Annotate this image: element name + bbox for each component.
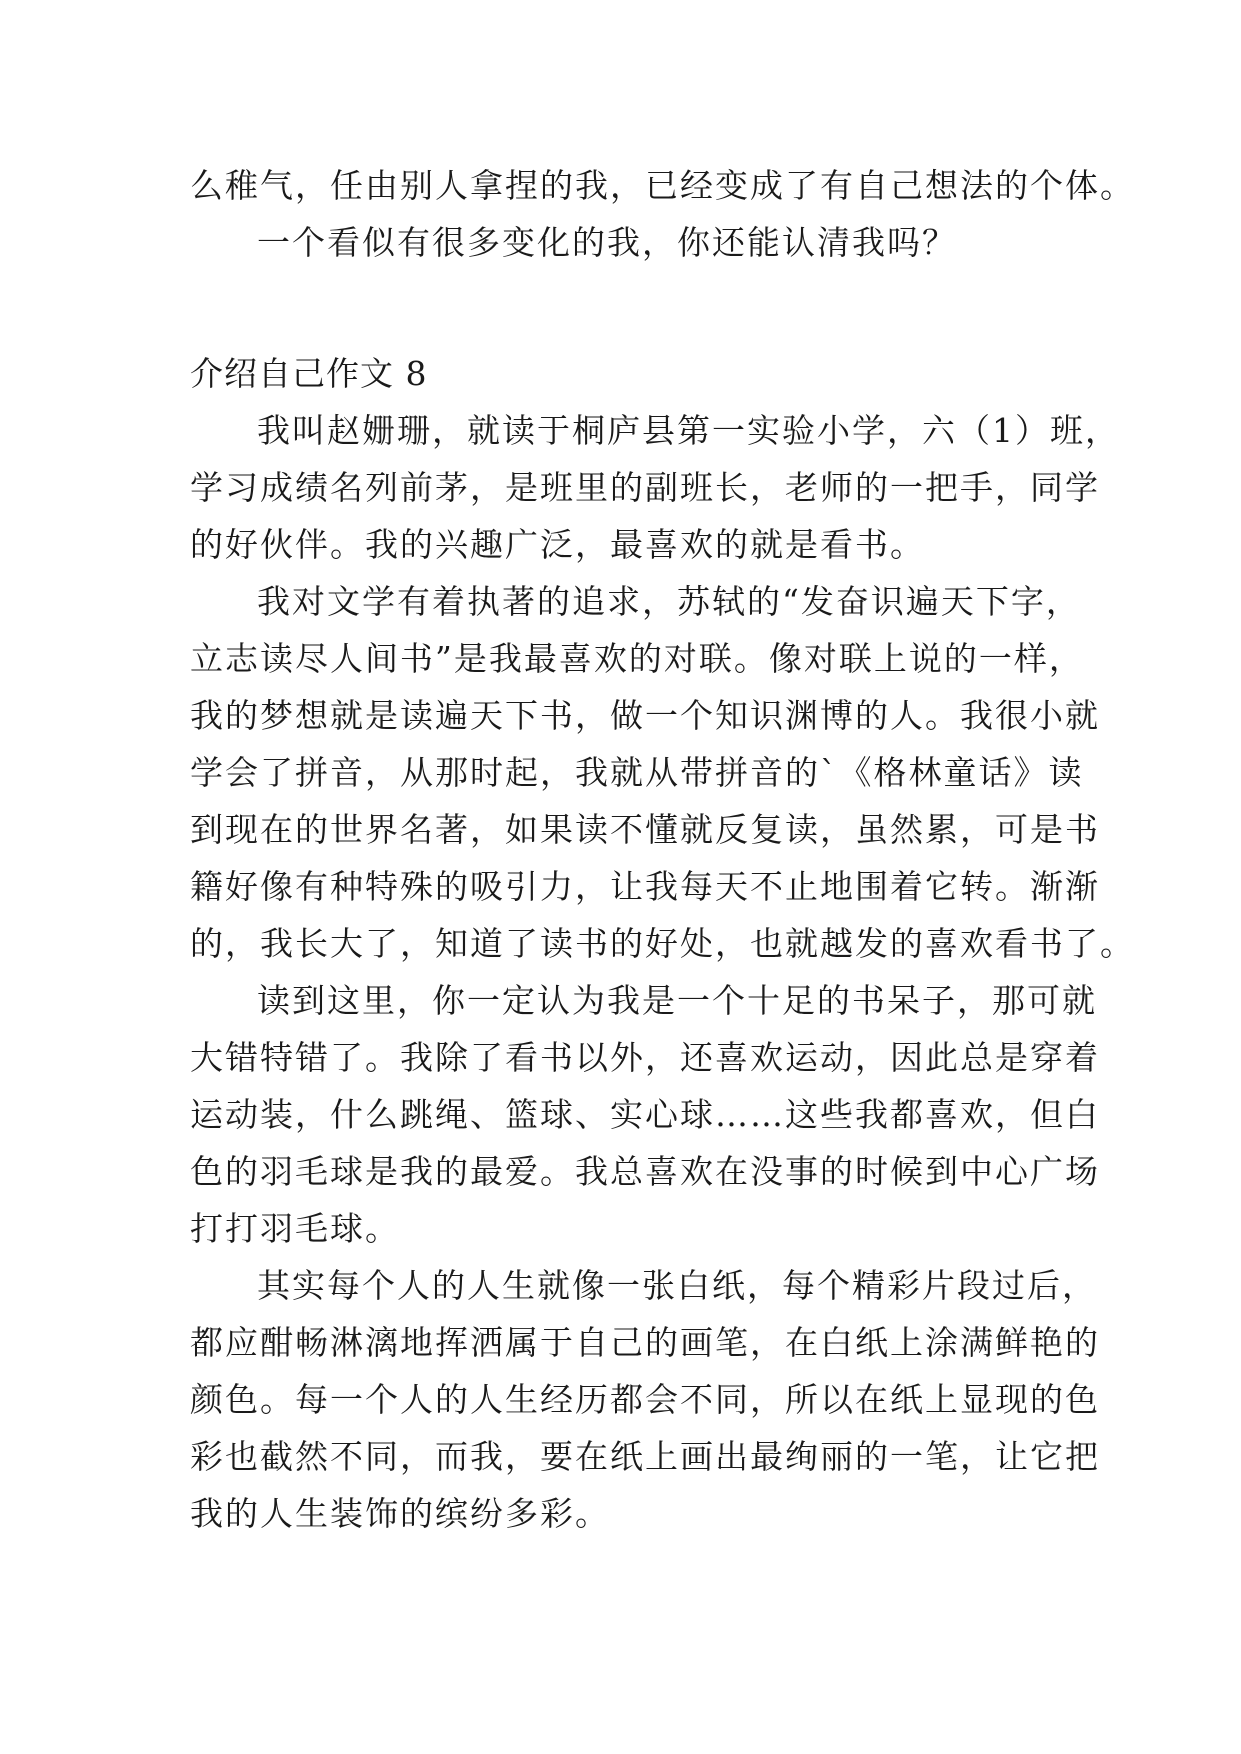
paragraph — [190, 573, 1135, 972]
text-line: 我叫赵姗珊，就读于桐庐县第一实验小学，六（1）班， — [257, 411, 1120, 450]
section-title: 介绍自己作文 8 — [190, 354, 428, 393]
text-line: 么稚气，任由别人拿捏的我，已经变成了有自己想法的个体。 — [190, 166, 1135, 205]
section-gap — [190, 271, 1065, 345]
text-line: 我的梦想就是读遍天下书，做一个知识渊博的人。我很小就 — [190, 696, 1100, 735]
document-page — [190, 157, 1135, 1542]
text-line: 打打羽毛球。 — [190, 1209, 400, 1248]
text-line: 都应酣畅淋漓地挥洒属于自己的画笔，在白纸上涂满鲜艳的 — [190, 1323, 1100, 1362]
text-line: 彩也截然不同，而我，要在纸上画出最绚丽的一笔，让它把 — [190, 1437, 1100, 1476]
text-line: 我的人生装饰的缤纷多彩。 — [190, 1494, 610, 1533]
text-line: 色的羽毛球是我的最爱。我总喜欢在没事的时候到中心广场 — [190, 1152, 1100, 1191]
paragraph — [190, 1257, 1100, 1542]
text-line: 一个看似有很多变化的我，你还能认清我吗？ — [257, 223, 957, 262]
text-line: 读到这里，你一定认为我是一个十足的书呆子，那可就 — [257, 981, 1097, 1020]
text-line: 大错特错了。我除了看书以外，还喜欢运动，因此总是穿着 — [190, 1038, 1100, 1077]
text-line: 运动装，什么跳绳、篮球、实心球……这些我都喜欢，但白 — [190, 1095, 1100, 1134]
text-line: 的好伙伴。我的兴趣广泛，最喜欢的就是看书。 — [190, 525, 925, 564]
text-line: 其实每个人的人生就像一张白纸，每个精彩片段过后， — [257, 1266, 1097, 1305]
text-line: 到现在的世界名著，如果读不懂就反复读，虽然累，可是书 — [190, 810, 1100, 849]
paragraph — [190, 402, 1120, 573]
text-line: 我对文学有着执著的追求，苏轼的“发奋识遍天下字， — [257, 582, 1081, 621]
text-line: 学会了拼音，从那时起，我就从带拼音的`《格林童话》读 — [190, 753, 1084, 792]
text-line: 学习成绩名列前茅，是班里的副班长，老师的一把手，同学 — [190, 468, 1100, 507]
text-line: 籍好像有种特殊的吸引力，让我每天不止地围着它转。渐渐 — [190, 867, 1100, 906]
text-line: 颜色。每一个人的人生经历都会不同，所以在纸上显现的色 — [190, 1380, 1100, 1419]
paragraph — [190, 972, 1100, 1257]
text-line: 立志读尽人间书”是我最喜欢的对联。像对联上说的一样， — [190, 639, 1084, 678]
text-line: 的，我长大了，知道了读书的好处，也就越发的喜欢看书了。 — [190, 924, 1135, 963]
